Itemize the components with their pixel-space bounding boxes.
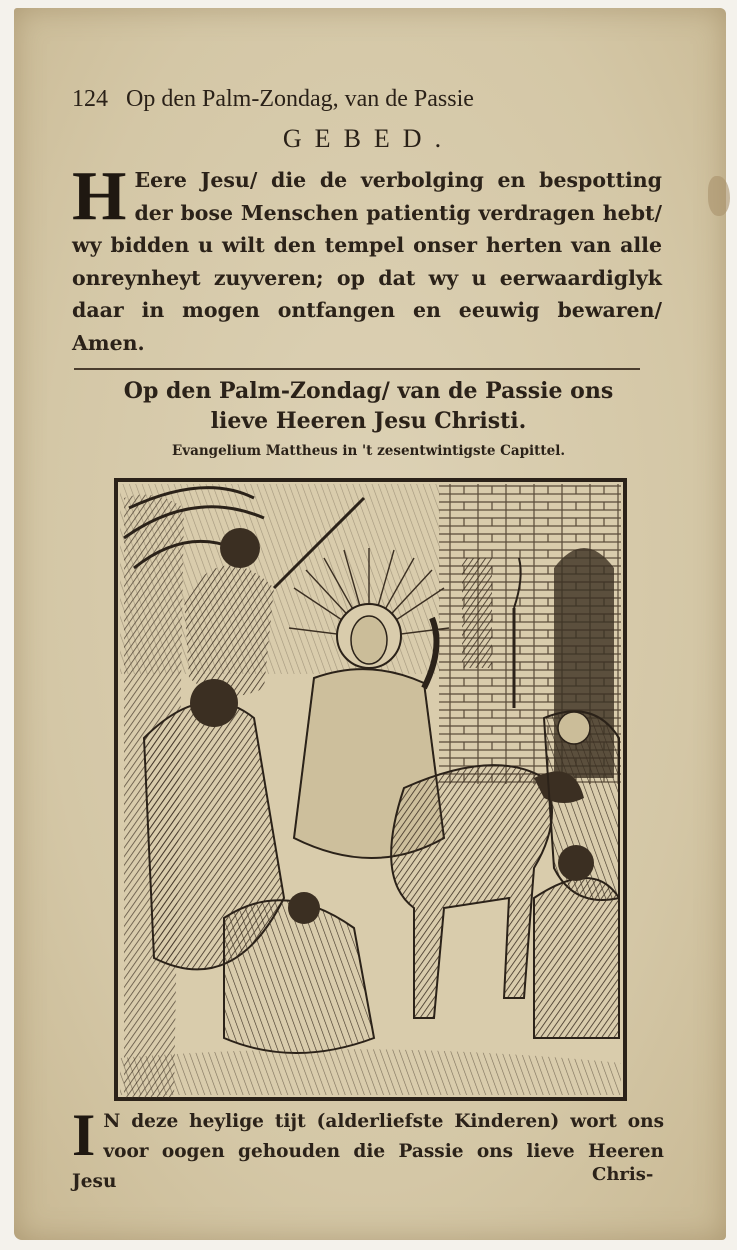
prayer-text-block	[72, 158, 662, 359]
body-text-block	[72, 1102, 664, 1197]
section-title-line-1: Op den Palm-Zondag/ van de Passie ons	[123, 378, 614, 404]
drop-cap-initial-2: I	[72, 1102, 96, 1168]
section-title-line-2: lieve Heeren Jesu Christi.	[210, 408, 527, 434]
running-head-title: Op den Palm-Zondag, van de Passie	[126, 86, 474, 112]
page-number: 124	[72, 86, 108, 112]
woodcut-illustration	[114, 478, 627, 1101]
prayer-heading: GEBED.	[282, 124, 455, 153]
catchword: Chris-	[592, 1164, 654, 1185]
body-text: N deze heylige tijt (alderliefste Kinderen) wort ons voor oogen gehouden die Passie ons lieve Heeren Jesu	[72, 1111, 664, 1192]
section-title	[0, 376, 737, 436]
drop-cap-initial: H	[72, 158, 127, 235]
section-subtitle: Evangelium Mattheus in 't zesentwintigste Capittel.	[171, 443, 566, 459]
paper-stain	[708, 176, 730, 216]
prayer-text: Eere Jesu/ die de verbolging en bespotting der bose Menschen patientig verdragen hebt/ wy bidden u wilt den tempel onser herten van alle onreynheyt zuyveren; op dat wy u eerwaardiglyk daar in mogen ontfangen en eeuwig bewaren/ Amen.	[72, 168, 662, 355]
divider-rule	[74, 368, 640, 370]
running-head	[72, 86, 632, 113]
